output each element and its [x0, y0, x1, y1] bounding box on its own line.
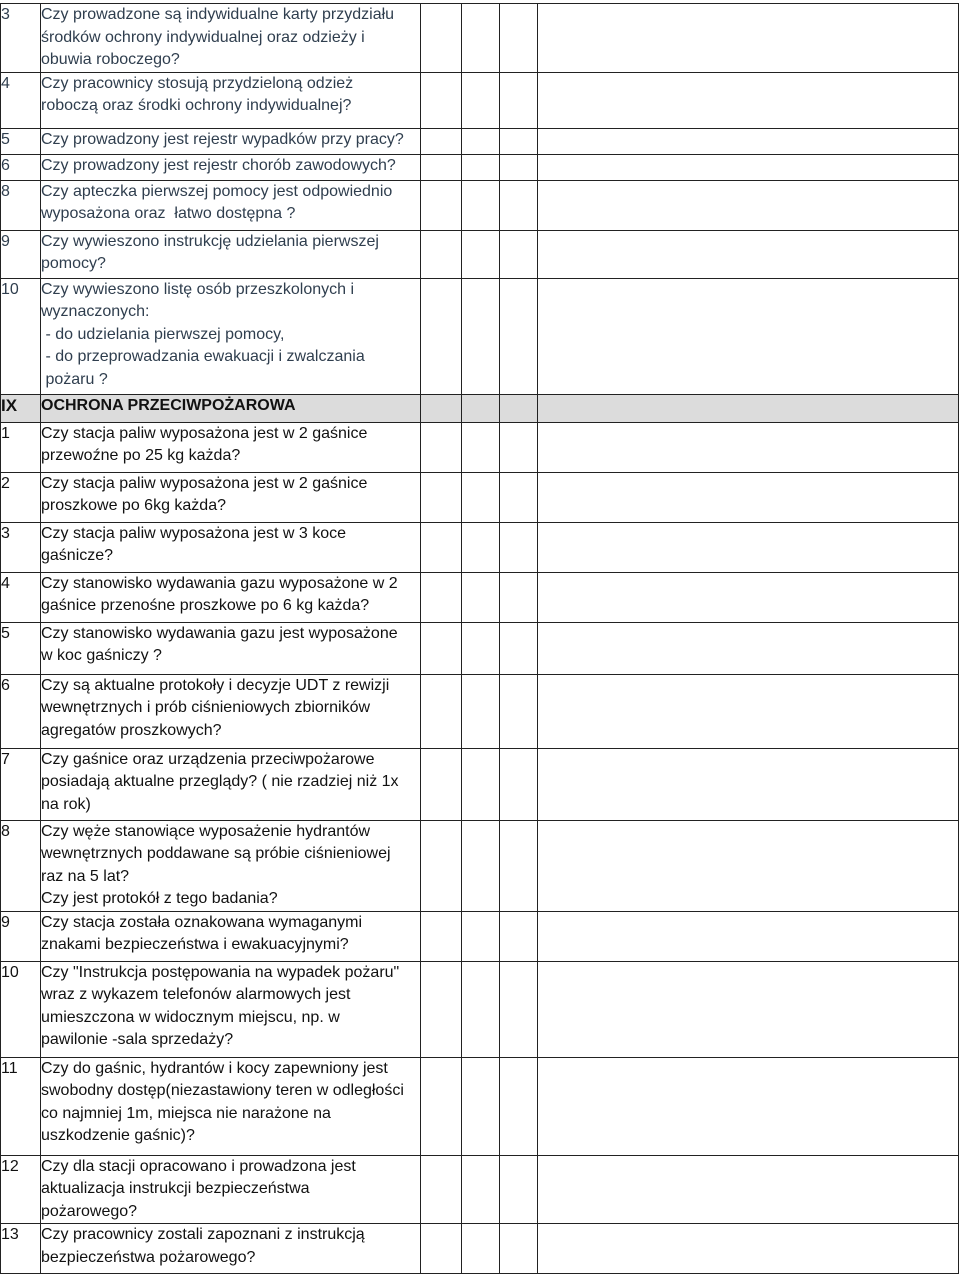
- question-line: Czy do gaśnic, hydrantów i kocy zapewniony jest: [41, 1059, 388, 1077]
- question-line: wewnętrznych i prób ciśnieniowych zbiorników: [41, 699, 371, 716]
- question-line: Czy stanowisko wydawania gazu wyposażone w 2: [41, 574, 398, 592]
- question-line: proszkowe po 6kg każda?: [41, 497, 226, 514]
- answer-cell[interactable]: [500, 394, 538, 422]
- answer-cell[interactable]: [500, 422, 538, 472]
- remarks-cell[interactable]: [538, 128, 959, 154]
- answer-cell[interactable]: [500, 230, 538, 278]
- answer-cell[interactable]: [421, 180, 462, 230]
- item-number: 3: [1, 522, 41, 572]
- answer-cell[interactable]: [421, 1224, 462, 1274]
- question-line: Czy pracownicy zostali zapoznani z instrukcją: [41, 1226, 365, 1243]
- question-line: Czy prowadzony jest rejestr chorób zawodowych?: [41, 156, 396, 174]
- question-line: Czy wywieszono instrukcję udzielania pierwszej: [41, 232, 379, 250]
- question-text: [41, 622, 421, 674]
- answer-cell[interactable]: [421, 128, 462, 154]
- question-line: Czy prowadzony jest rejestr wypadków przy pracy?: [41, 130, 404, 148]
- question-line: Czy wywieszono listę osób przeszkolonych i: [41, 280, 355, 298]
- item-number: 4: [1, 572, 41, 622]
- item-number: 2: [1, 472, 41, 522]
- remarks-cell[interactable]: [538, 4, 959, 73]
- question-line: aktualizacja instrukcji bezpieczeństwa: [41, 1180, 310, 1197]
- answer-cell[interactable]: [500, 1224, 538, 1274]
- checklist-row: [1, 230, 959, 278]
- checklist-row: [1, 522, 959, 572]
- checklist-row: [1, 1224, 959, 1274]
- answer-cell[interactable]: [462, 748, 500, 820]
- answer-cell[interactable]: [421, 230, 462, 278]
- question-line: posiadają aktualne przeglądy? ( nie rzadziej niż 1x: [41, 773, 399, 790]
- checklist-row: [1, 748, 959, 820]
- answer-cell[interactable]: [500, 1057, 538, 1155]
- answer-cell[interactable]: [500, 1155, 538, 1224]
- remarks-cell[interactable]: [538, 472, 959, 522]
- remarks-cell[interactable]: [538, 154, 959, 180]
- checklist-row: [1, 674, 959, 748]
- question-line: Czy stacja paliw wyposażona jest w 2 gaśnice: [41, 474, 368, 492]
- checklist-row: [1, 911, 959, 961]
- item-number: 5: [1, 128, 41, 154]
- checklist-row: [1, 422, 959, 472]
- answer-cell[interactable]: [421, 622, 462, 674]
- question-line: pomocy?: [41, 255, 106, 272]
- question-text: [41, 472, 421, 522]
- answer-cell[interactable]: [462, 422, 500, 472]
- remarks-cell[interactable]: [538, 961, 959, 1057]
- section-row: [1, 394, 959, 422]
- question-line: wewnętrznych poddawane są próbie ciśnieniowej: [41, 845, 391, 862]
- answer-cell[interactable]: [462, 128, 500, 154]
- item-number: 8: [1, 180, 41, 230]
- answer-cell[interactable]: [421, 72, 462, 128]
- remarks-cell[interactable]: [538, 1155, 959, 1224]
- question-line: Czy jest protokół z tego badania?: [41, 890, 278, 907]
- question-line: swobodny dostęp(niezastawiony teren w odległości: [41, 1082, 404, 1099]
- question-line: gaśnicze?: [41, 547, 114, 564]
- checklist-table: [0, 3, 959, 1274]
- question-text: [41, 1057, 421, 1155]
- remarks-cell[interactable]: [538, 522, 959, 572]
- question-line: środków ochrony indywidualnej oraz odzieży i: [41, 28, 365, 46]
- answer-cell[interactable]: [462, 820, 500, 911]
- item-number: 10: [1, 961, 41, 1057]
- item-number: 8: [1, 820, 41, 911]
- question-line: co najmniej 1m, miejsca nie narażone na: [41, 1104, 331, 1122]
- section-title: OCHRONA PRZECIWPOŻAROWA: [41, 394, 421, 422]
- question-line: pożaru ?: [41, 370, 108, 388]
- answer-cell[interactable]: [500, 72, 538, 128]
- answer-cell[interactable]: [462, 1224, 500, 1274]
- question-line: Czy stacja paliw wyposażona jest w 3 koce: [41, 524, 347, 542]
- answer-cell[interactable]: [500, 674, 538, 748]
- question-line: raz na 5 lat?: [41, 867, 130, 885]
- answer-cell[interactable]: [462, 72, 500, 128]
- answer-cell[interactable]: [500, 4, 538, 73]
- question-line: wyznaczonych:: [41, 303, 150, 320]
- checklist-row: [1, 180, 959, 230]
- remarks-cell[interactable]: [538, 674, 959, 748]
- answer-cell[interactable]: [500, 128, 538, 154]
- question-line: pożarowego?: [41, 1202, 138, 1220]
- question-text: [41, 961, 421, 1057]
- answer-cell[interactable]: [500, 472, 538, 522]
- checklist-row: [1, 4, 959, 73]
- question-line: Czy stacja paliw wyposażona jest w 2 gaśnice: [41, 424, 368, 442]
- checklist-rows-section: [1, 422, 959, 1274]
- question-line: w koc gaśniczy ?: [41, 647, 162, 664]
- item-number: 10: [1, 278, 41, 394]
- answer-cell[interactable]: [421, 278, 462, 394]
- remarks-cell[interactable]: [538, 748, 959, 820]
- answer-cell[interactable]: [462, 278, 500, 394]
- question-text: [41, 674, 421, 748]
- remarks-cell[interactable]: [538, 394, 959, 422]
- answer-cell[interactable]: [500, 911, 538, 961]
- question-line: umieszczona w widocznym miejscu, np. w: [41, 1008, 340, 1026]
- answer-cell[interactable]: [421, 961, 462, 1057]
- checklist-row: [1, 472, 959, 522]
- answer-cell[interactable]: [500, 748, 538, 820]
- remarks-cell[interactable]: [538, 422, 959, 472]
- question-line: pawilonie -sala sprzedaży?: [41, 1031, 234, 1048]
- question-text: [41, 154, 421, 180]
- item-number: 13: [1, 1224, 41, 1274]
- checklist-row: [1, 820, 959, 911]
- checklist-row: [1, 1057, 959, 1155]
- answer-cell[interactable]: [462, 911, 500, 961]
- checklist-rows-top: [1, 4, 959, 395]
- remarks-cell[interactable]: [538, 1057, 959, 1155]
- checklist-row: [1, 572, 959, 622]
- question-text: [41, 180, 421, 230]
- question-line: bezpieczeństwa pożarowego?: [41, 1248, 256, 1266]
- item-number: 9: [1, 911, 41, 961]
- question-line: wraz z wykazem telefonów alarmowych jest: [41, 986, 351, 1003]
- section-number: IX: [1, 394, 41, 422]
- answer-cell[interactable]: [500, 961, 538, 1057]
- answer-cell[interactable]: [421, 820, 462, 911]
- checklist-row: [1, 1155, 959, 1224]
- question-line: gaśnice przenośne proszkowe po 6 kg każda?: [41, 597, 370, 614]
- answer-cell[interactable]: [421, 748, 462, 820]
- answer-cell[interactable]: [500, 154, 538, 180]
- item-number: 5: [1, 622, 41, 674]
- item-number: 6: [1, 674, 41, 748]
- question-line: Czy pracownicy stosują przydzieloną odzież: [41, 74, 354, 92]
- remarks-cell[interactable]: [538, 278, 959, 394]
- answer-cell[interactable]: [421, 674, 462, 748]
- answer-cell[interactable]: [500, 622, 538, 674]
- answer-cell[interactable]: [421, 472, 462, 522]
- answer-cell[interactable]: [421, 572, 462, 622]
- answer-cell[interactable]: [462, 1057, 500, 1155]
- question-line: Czy apteczka pierwszej pomocy jest odpowiednio: [41, 182, 393, 200]
- answer-cell[interactable]: [500, 180, 538, 230]
- question-text: [41, 422, 421, 472]
- section-header: [1, 394, 959, 422]
- question-text: [41, 522, 421, 572]
- item-number: 4: [1, 72, 41, 128]
- answer-cell[interactable]: [421, 422, 462, 472]
- remarks-cell[interactable]: [538, 622, 959, 674]
- question-line: Czy "Instrukcja postępowania na wypadek pożaru": [41, 963, 400, 981]
- question-text: [41, 1224, 421, 1274]
- answer-cell[interactable]: [421, 911, 462, 961]
- question-line: na rok): [41, 795, 91, 813]
- checklist-row: [1, 72, 959, 128]
- item-number: 12: [1, 1155, 41, 1224]
- remarks-cell[interactable]: [538, 180, 959, 230]
- answer-cell[interactable]: [500, 522, 538, 572]
- remarks-cell[interactable]: [538, 820, 959, 911]
- question-line: obuwia roboczego?: [41, 51, 180, 68]
- answer-cell[interactable]: [462, 230, 500, 278]
- item-number: 3: [1, 4, 41, 73]
- answer-cell[interactable]: [421, 522, 462, 572]
- checklist-row: [1, 154, 959, 180]
- answer-cell[interactable]: [500, 572, 538, 622]
- question-text: [41, 748, 421, 820]
- question-line: Czy stanowisko wydawania gazu jest wyposażone: [41, 624, 398, 642]
- question-line: - do udzielania pierwszej pomocy,: [41, 325, 285, 343]
- answer-cell[interactable]: [500, 278, 538, 394]
- question-line: znakami bezpieczeństwa i ewakuacyjnymi?: [41, 936, 349, 953]
- question-text: [41, 572, 421, 622]
- question-line: uszkodzenie gaśnic)?: [41, 1127, 195, 1144]
- answer-cell[interactable]: [462, 472, 500, 522]
- answer-cell[interactable]: [421, 154, 462, 180]
- question-line: wyposażona oraz łatwo dostępna ?: [41, 205, 296, 222]
- answer-cell[interactable]: [462, 1155, 500, 1224]
- question-text: [41, 128, 421, 154]
- answer-cell[interactable]: [421, 4, 462, 73]
- remarks-cell[interactable]: [538, 911, 959, 961]
- answer-cell[interactable]: [500, 820, 538, 911]
- question-line: Czy gaśnice oraz urządzenia przeciwpożarowe: [41, 750, 375, 768]
- answer-cell[interactable]: [462, 394, 500, 422]
- checklist-row: [1, 278, 959, 394]
- question-line: Czy są aktualne protokoły i decyzje UDT z rewizji: [41, 676, 390, 694]
- question-line: przewoźne po 25 kg każda?: [41, 447, 241, 464]
- question-line: Czy węże stanowiące wyposażenie hydrantów: [41, 822, 371, 840]
- answer-cell[interactable]: [462, 522, 500, 572]
- remarks-cell[interactable]: [538, 230, 959, 278]
- answer-cell[interactable]: [462, 154, 500, 180]
- question-text: [41, 72, 421, 128]
- question-line: roboczą oraz środki ochrony indywidualnej?: [41, 97, 352, 114]
- question-line: agregatów proszkowych?: [41, 721, 222, 739]
- remarks-cell[interactable]: [538, 572, 959, 622]
- checklist-row: [1, 128, 959, 154]
- question-text: [41, 278, 421, 394]
- item-number: 9: [1, 230, 41, 278]
- answer-cell[interactable]: [462, 674, 500, 748]
- question-text: [41, 4, 421, 73]
- checklist-row: [1, 622, 959, 674]
- answer-cell[interactable]: [462, 180, 500, 230]
- answer-cell[interactable]: [421, 1155, 462, 1224]
- item-number: 6: [1, 154, 41, 180]
- question-line: Czy dla stacji opracowano i prowadzona jest: [41, 1157, 356, 1175]
- item-number: 7: [1, 748, 41, 820]
- question-text: [41, 911, 421, 961]
- question-line: Czy stacja została oznakowana wymaganymi: [41, 913, 363, 931]
- item-number: 1: [1, 422, 41, 472]
- question-text: [41, 230, 421, 278]
- question-text: [41, 1155, 421, 1224]
- item-number: 11: [1, 1057, 41, 1155]
- question-line: - do przeprowadzania ewakuacji i zwalczania: [41, 348, 365, 365]
- answer-cell[interactable]: [421, 394, 462, 422]
- question-line: Czy prowadzone są indywidualne karty przydziału: [41, 6, 395, 23]
- answer-cell[interactable]: [462, 961, 500, 1057]
- remarks-cell[interactable]: [538, 72, 959, 128]
- answer-cell[interactable]: [421, 1057, 462, 1155]
- answer-cell[interactable]: [462, 4, 500, 73]
- remarks-cell[interactable]: [538, 1224, 959, 1274]
- answer-cell[interactable]: [462, 572, 500, 622]
- checklist-row: [1, 961, 959, 1057]
- answer-cell[interactable]: [462, 622, 500, 674]
- question-text: [41, 820, 421, 911]
